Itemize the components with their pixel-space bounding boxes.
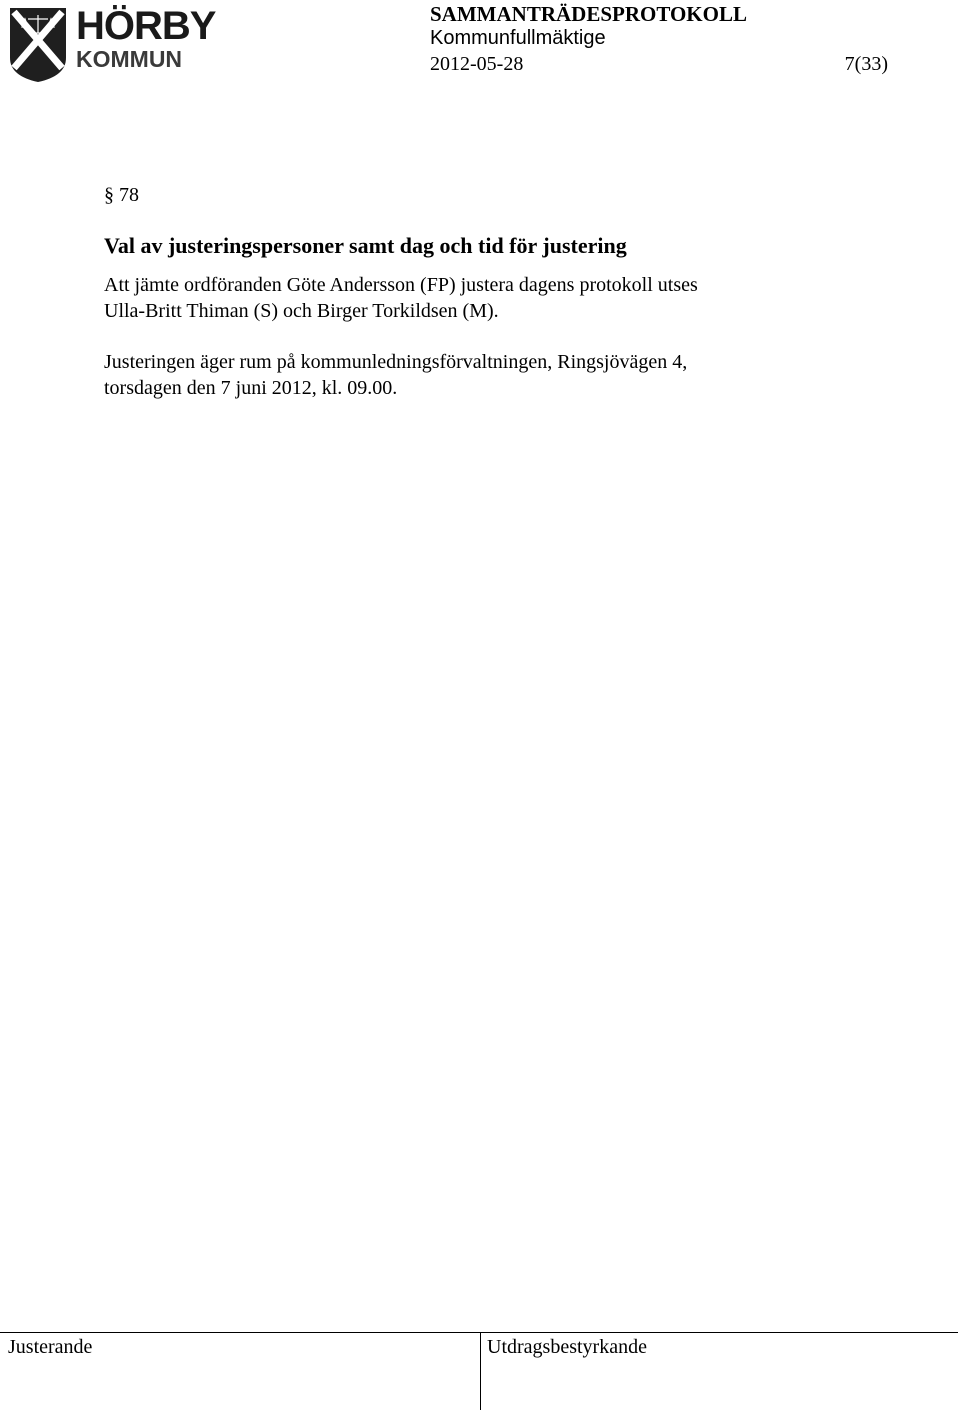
- footer-justerande-label: Justerande: [8, 1336, 93, 1358]
- meeting-date: 2012-05-28: [430, 53, 524, 75]
- logo-subtitle: KOMMUN: [76, 46, 183, 72]
- paragraph-line: Justeringen äger rum på kommunledningsförvaltningen, Ringsjövägen 4,: [104, 351, 688, 373]
- page-number: 7(33): [844, 53, 888, 75]
- paragraph: [104, 349, 687, 401]
- footer-divider: [480, 1332, 481, 1410]
- paragraph-line: torsdagen den 7 juni 2012, kl. 09.00.: [104, 377, 398, 399]
- document-type-title: SAMMANTRÄDESPROTOKOLL: [430, 2, 747, 26]
- governing-body: Kommunfullmäktige: [430, 27, 606, 49]
- logo-name: HÖRBY: [76, 4, 216, 48]
- coat-of-arms-icon: [8, 6, 68, 84]
- footer-utdragsbestyrkande-label: Utdragsbestyrkande: [487, 1336, 647, 1358]
- section-number: § 78: [104, 184, 139, 206]
- paragraph: [104, 272, 698, 324]
- paragraph-line: Ulla-Britt Thiman (S) och Birger Torkildsen (M).: [104, 300, 499, 322]
- section-title: Val av justeringspersoner samt dag och tid för justering: [104, 233, 627, 258]
- footer-rule: [0, 1332, 958, 1333]
- paragraph-line: Att jämte ordföranden Göte Andersson (FP) justera dagens protokoll utses: [104, 274, 698, 296]
- municipality-logo: [8, 4, 216, 84]
